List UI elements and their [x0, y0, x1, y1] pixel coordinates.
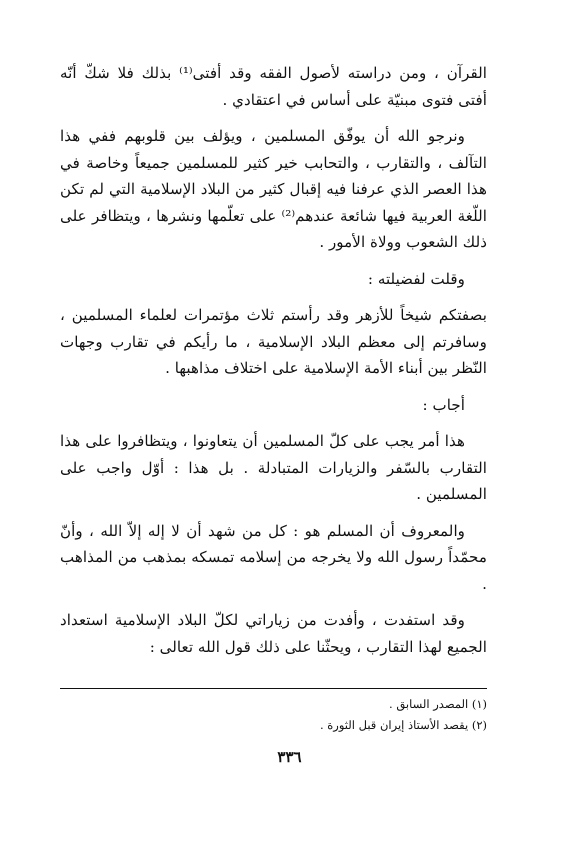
paragraph-visits-benefit: وقد استفدت ، وأفدت من زياراتي لكلّ البلاد الإسلامية استعداد الجميع لهذا التقارب ، ويحثّنا على ذلك قول الله تعالى : — [60, 611, 487, 656]
footnote-2: (٢) يقصد الأستاذ إيران قبل الثورة . — [319, 718, 487, 732]
paragraph-rapprochement-hope: ونرجو الله أن يوفّق المسلمين ، ويؤلف بين قلوبهم ففي هذا التآلف ، والتقارب ، والتحابب خير كثير للمسلمين جميعاً وخاصة في هذا العصر الذي عرفنا فيه إقبال كثير من البلاد الإسلامية التي لم تكن اللّغة العربية فيها شائعة عندهم⁽²⁾ على تعلّمها ونشرها ، ويتظافر على ذلك الشعوب وولاة الأمور . — [60, 127, 487, 251]
main-text — [60, 60, 487, 670]
question-heading: وقلت لفضيلته : — [367, 269, 465, 288]
paragraph-answer: هذا أمر يجب على كلّ المسلمين أن يتعاونوا ، ويتظافروا على هذا التقارب بالسّفر والزيارات المتبادلة . بل هذا : أوّل واجب على المسلمين . — [60, 432, 487, 503]
footnote-divider — [60, 688, 487, 689]
answer-heading: أجاب : — [422, 395, 465, 414]
footnote-1: (١) المصدر السابق . — [389, 697, 487, 711]
page-number: ٣٣٦ — [277, 748, 302, 766]
footnotes — [60, 695, 487, 737]
paragraph-fatwa-conclusion: القرآن ، ومن دراسته لأصول الفقه وقد أفتى⁽¹⁾ بذلك فلا شكّ أنّه أفتى فتوى مبنيّة على أساس في اعتقادي . — [60, 64, 488, 109]
paragraph-question: بصفتكم شيخاً للأزهر وقد رأستم ثلاث مؤتمرات لعلماء المسلمين ، وسافرتم إلى معظم البلاد الإسلامية ، ما رأيكم في تقارب وجهات النّظر بين أبناء الأمة الإسلامية على اختلاف مذاهبها . — [60, 306, 487, 377]
paragraph-muslim-definition: والمعروف أن المسلم هو : كل من شهد أن لا إله إلاّ الله ، وأنّ محمّداً رسول الله ولا يخرجه من إسلامه تمسكه بمذهب من المذاهب . — [60, 521, 487, 593]
